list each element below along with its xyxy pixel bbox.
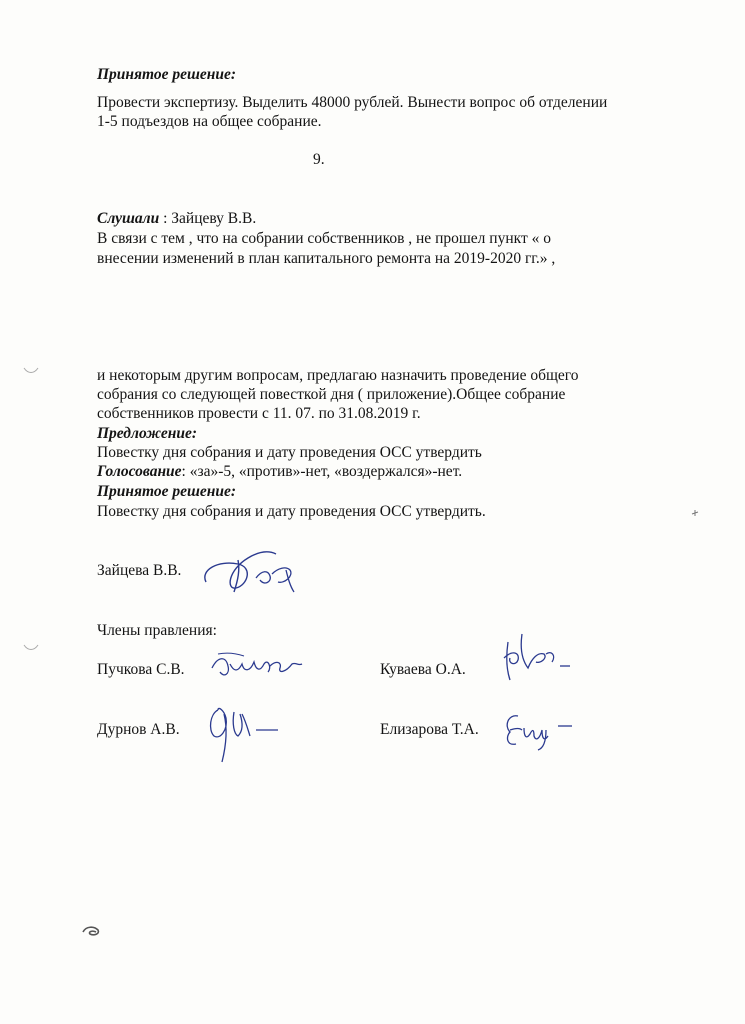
- body-text-line-5: собственников провести с 11. 07. по 31.08.2019 г.: [97, 405, 421, 422]
- vote-text: : «за»-5, «против»-нет, «воздержался»-нет.: [181, 463, 463, 480]
- decision-text-line-2: 1-5 подъездов на общее собрание.: [97, 113, 322, 130]
- punch-hole-mark-bottom: [22, 640, 40, 658]
- signature-durnov: [204, 700, 284, 766]
- signature-kuvaeva: [494, 628, 584, 688]
- decision-text-line-1: Провести экспертизу. Выделить 48000 рублей. Вынести вопрос об отделении: [97, 94, 608, 111]
- proposal-text: Повестку дня собрания и дату проведения ОСС утвердить: [97, 444, 482, 461]
- board-label: Члены правления:: [97, 622, 217, 639]
- heard-text: : Зайцеву В.В.: [159, 210, 257, 227]
- member-name-elizarova: Елизарова Т.А.: [380, 721, 479, 738]
- scan-speck: [80, 922, 104, 945]
- heard-label: Слушали: [97, 210, 160, 227]
- item-number: 9.: [313, 151, 325, 168]
- vote-label: Голосование: [97, 463, 182, 480]
- decision-text-2: Повестку дня собрания и дату проведения ОСС утвердить.: [97, 503, 486, 520]
- decision-label-2: Принятое решение:: [97, 483, 237, 500]
- scan-dot: [690, 505, 700, 523]
- signature-elizarova: [498, 706, 582, 752]
- decision-label: Принятое решение:: [97, 66, 237, 83]
- body-text-line-3: и некоторым другим вопросам, предлагаю назначить проведение общего: [97, 367, 579, 384]
- body-text-line-2: внесении изменений в план капитального ремонта на 2019-2020 гг.» ,: [97, 250, 556, 267]
- member-name-puchkova: Пучкова С.В.: [97, 661, 185, 678]
- punch-hole-mark-top: [22, 363, 40, 381]
- chair-name: Зайцева В.В.: [97, 562, 182, 579]
- member-name-kuvaeva: Куваева О.А.: [380, 661, 466, 678]
- vote-line: [97, 463, 462, 481]
- body-text-line-1: В связи с тем , что на собрании собственников , не прошел пункт « о: [97, 230, 551, 247]
- heard-line: [97, 210, 256, 228]
- proposal-label: Предложение:: [97, 425, 198, 442]
- signature-zaitseva: [198, 540, 308, 600]
- member-name-durnov: Дурнов А.В.: [97, 721, 180, 738]
- signature-puchkova: [208, 648, 308, 684]
- body-text-line-4: собрания со следующей повесткой дня ( приложение).Общее собрание: [97, 386, 566, 403]
